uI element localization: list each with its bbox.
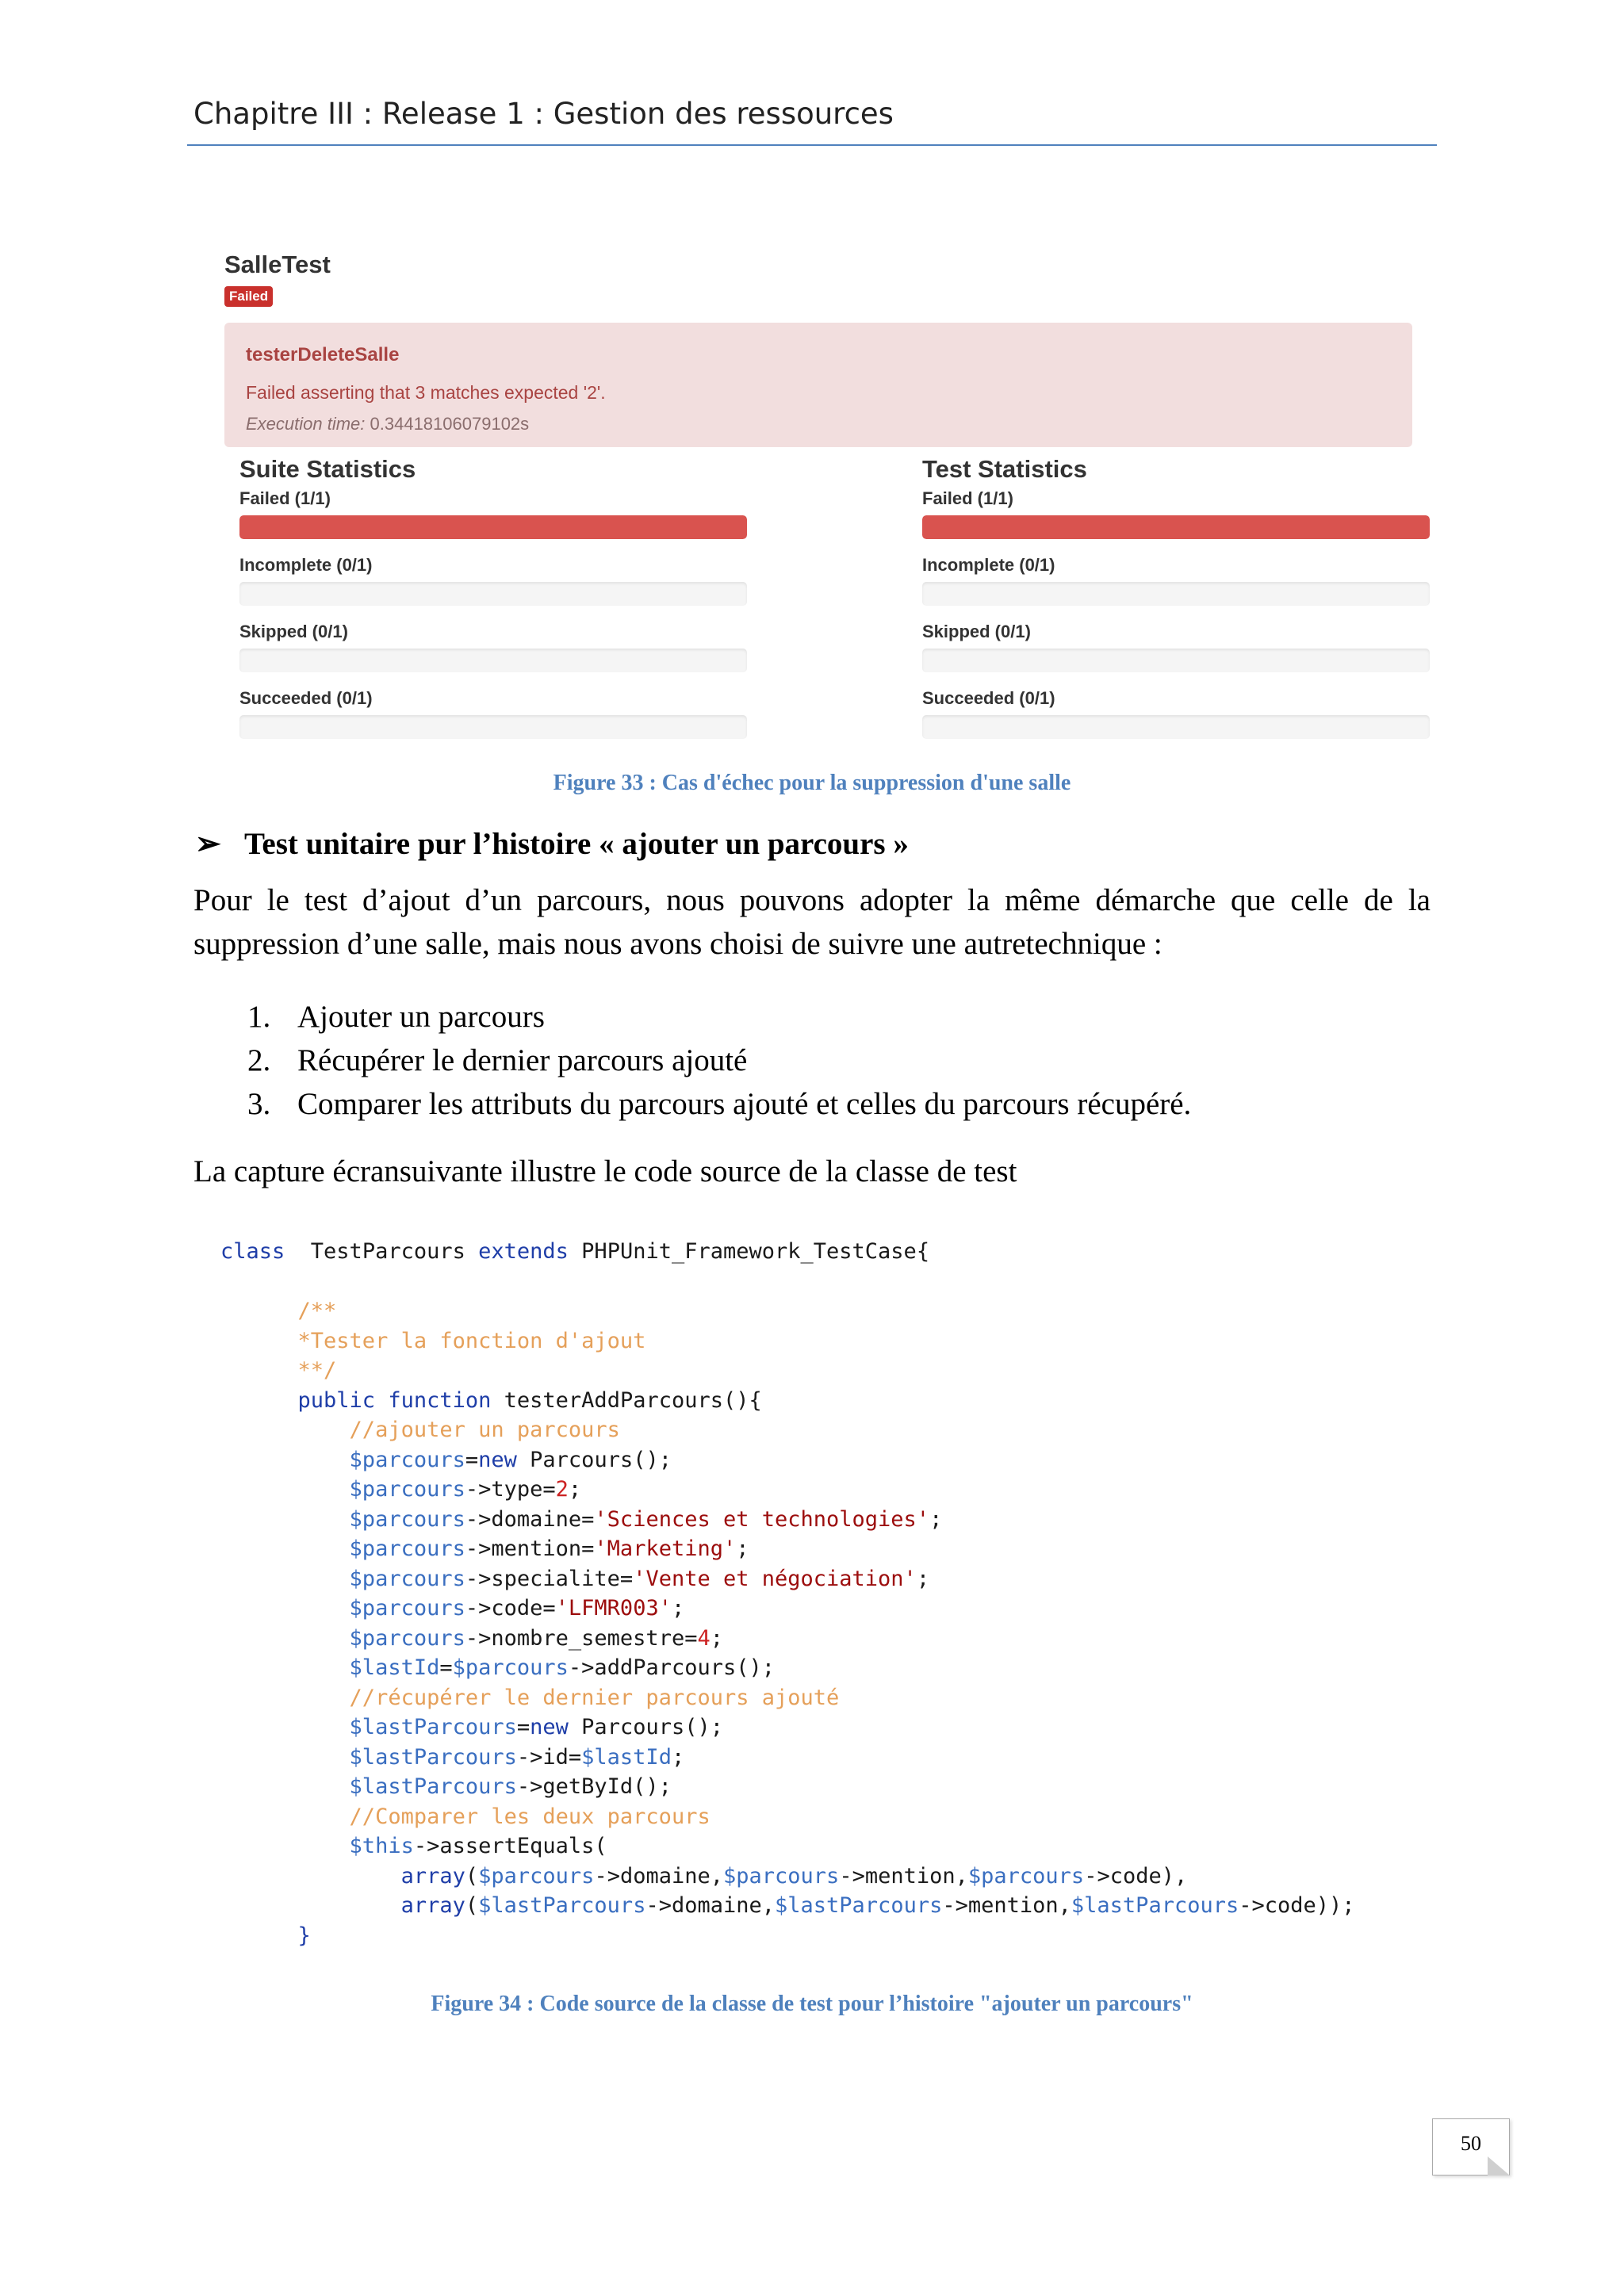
code-token: ( <box>465 1893 479 1918</box>
code-token: $lastParcours <box>478 1893 646 1918</box>
code-token: $parcours <box>220 1477 465 1502</box>
code-line <box>220 1864 1187 1888</box>
code-token: ->nombre_semestre= <box>465 1625 698 1651</box>
stat-label: Failed (1/1) <box>239 488 331 508</box>
code-token: $parcours <box>478 1863 595 1888</box>
list-item <box>247 1039 1191 1082</box>
section-heading-text: Test unitaire pur l’histoire « ajouter un parcours » <box>244 827 909 861</box>
code-token: $parcours <box>220 1566 465 1591</box>
code-line <box>220 1596 684 1621</box>
code-token: ->domaine, <box>645 1893 776 1918</box>
code-line <box>220 1536 749 1561</box>
code-line <box>220 1477 581 1502</box>
code-line <box>220 1923 311 1948</box>
code-token <box>375 1388 388 1413</box>
code-line <box>220 1329 645 1353</box>
progress-bar <box>239 515 747 539</box>
code-token: $parcours <box>220 1506 465 1532</box>
list-number: 3. <box>247 1087 271 1121</box>
code-token: $parcours <box>452 1655 569 1680</box>
code-token: = <box>465 1447 479 1472</box>
code-token: ->addParcours(); <box>568 1655 776 1680</box>
suite-title: SalleTest <box>224 251 331 278</box>
code-token: /** <box>220 1299 337 1323</box>
stat-label: Incomplete (0/1) <box>922 555 1055 575</box>
stat-row <box>239 622 747 683</box>
code-line <box>220 1448 672 1472</box>
stat-label: Skipped (0/1) <box>922 622 1031 641</box>
execution-time-label: Execution time: <box>246 414 366 434</box>
code-token: = <box>516 1715 530 1739</box>
code-line <box>220 1626 723 1651</box>
code-token: *Tester la fonction d'ajout <box>220 1328 646 1353</box>
code-token: 2 <box>555 1477 569 1502</box>
code-token: ->code), <box>1084 1863 1188 1888</box>
code-token: array <box>220 1863 465 1888</box>
suite-statistics-title: Suite Statistics <box>239 455 416 483</box>
code-token: $lastParcours <box>220 1744 517 1770</box>
code-token: TestParcours <box>285 1239 479 1264</box>
list-text: Ajouter un parcours <box>297 1000 545 1034</box>
stat-label: Succeeded (0/1) <box>239 688 373 708</box>
code-token: extends <box>478 1239 569 1264</box>
code-line <box>220 1774 672 1799</box>
code-listing <box>220 1237 1355 1950</box>
code-token: PHPUnit_Framework_TestCase{ <box>568 1239 930 1264</box>
code-token: $parcours <box>967 1863 1085 1888</box>
code-token: $lastParcours <box>1071 1893 1239 1918</box>
execution-time-value: 0.34418106079102s <box>365 414 530 434</box>
code-token: ; <box>916 1566 930 1591</box>
figure-33-caption: Figure 33 : Cas d'échec pour la suppression d'une salle <box>553 771 1071 795</box>
code-line <box>220 1686 839 1710</box>
code-token: ; <box>568 1477 582 1502</box>
code-token: ->code)); <box>1239 1893 1355 1918</box>
code-token: //récupérer le dernier parcours ajouté <box>220 1685 840 1710</box>
code-token: ->id= <box>516 1744 582 1770</box>
stat-row <box>239 688 747 750</box>
code-token: Parcours(); <box>516 1447 672 1472</box>
progress-bar <box>922 515 1430 539</box>
list-number: 2. <box>247 1043 271 1077</box>
steps-list <box>247 995 1191 1126</box>
paragraph: Pour le test d’ajout d’un parcours, nous pouvons adopter la même démarche que celle de la suppression d’une salle, mais nous avons choisi de suivre une autretechnique : <box>193 883 1431 961</box>
code-token: ->mention, <box>839 1863 968 1888</box>
paragraph: La capture écransuivante illustre le code source de la classe de test <box>193 1154 1017 1188</box>
execution-time <box>246 414 529 434</box>
code-token: ->domaine, <box>594 1863 723 1888</box>
list-item <box>247 995 1191 1039</box>
code-token: **/ <box>220 1358 337 1383</box>
code-token: $parcours <box>220 1447 465 1472</box>
code-line <box>220 1299 336 1323</box>
code-token: ( <box>465 1863 479 1888</box>
status-badge: Failed <box>224 286 273 307</box>
page-number: 50 <box>1461 2132 1481 2155</box>
progress-bar <box>239 582 747 606</box>
code-line <box>220 1893 1355 1918</box>
code-token: $parcours <box>220 1625 465 1651</box>
arrow-bullet-icon: ➢ <box>195 827 221 861</box>
page-curl-icon <box>1488 2156 1510 2175</box>
code-token: $parcours <box>220 1536 465 1561</box>
code-token: $lastId <box>220 1655 440 1680</box>
list-item <box>247 1082 1191 1126</box>
code-token: ->mention, <box>942 1893 1071 1918</box>
failed-test-name: testerDeleteSalle <box>246 344 400 365</box>
code-token: 'Vente et négociation' <box>633 1566 917 1591</box>
header-rule <box>187 144 1437 146</box>
code-token: $this <box>220 1834 414 1858</box>
code-token: class <box>220 1239 285 1264</box>
code-token: function <box>388 1387 492 1413</box>
stat-row <box>922 555 1430 617</box>
code-token: ; <box>671 1596 685 1621</box>
code-line <box>220 1418 620 1442</box>
progress-fill <box>922 515 1430 539</box>
code-token: ; <box>710 1625 723 1651</box>
stat-label: Skipped (0/1) <box>239 622 348 641</box>
code-token: //Comparer les deux parcours <box>220 1804 710 1829</box>
code-token: ->assertEquals( <box>413 1834 607 1858</box>
code-line <box>220 1834 607 1858</box>
code-token: $lastId <box>581 1744 672 1770</box>
code-token: ->mention= <box>465 1536 595 1561</box>
progress-bar <box>922 649 1430 672</box>
code-line <box>220 1715 723 1739</box>
failure-message: Failed asserting that 3 matches expected '2'. <box>246 382 606 403</box>
list-text: Récupérer le dernier parcours ajouté <box>297 1043 748 1077</box>
test-statistics <box>922 455 1430 750</box>
code-token: ->domaine= <box>465 1506 595 1532</box>
code-line <box>220 1567 929 1591</box>
code-token: } <box>220 1923 311 1948</box>
progress-bar <box>922 715 1430 739</box>
stat-row <box>239 488 747 550</box>
code-token: testerAddParcours(){ <box>491 1387 762 1413</box>
stat-label: Failed (1/1) <box>922 488 1013 508</box>
code-token: 4 <box>697 1625 710 1651</box>
code-token: ; <box>736 1536 749 1561</box>
code-token: ; <box>929 1506 943 1532</box>
list-text: Comparer les attributs du parcours ajouté et celles du parcours récupéré. <box>297 1087 1192 1121</box>
code-token: 'Sciences et technologies' <box>594 1506 930 1532</box>
code-token: ->getById(); <box>516 1774 672 1799</box>
stat-row <box>239 555 747 617</box>
progress-bar <box>239 649 747 672</box>
progress-fill <box>239 515 747 539</box>
suite-statistics <box>239 455 747 750</box>
code-line <box>220 1388 762 1413</box>
stat-row <box>922 622 1430 683</box>
code-token: 'LFMR003' <box>555 1596 672 1621</box>
code-token: array <box>220 1893 465 1918</box>
code-token: ->specialite= <box>465 1566 634 1591</box>
code-token: = <box>439 1655 453 1680</box>
code-token: $parcours <box>220 1596 465 1621</box>
code-line <box>220 1745 684 1770</box>
code-token: 'Marketing' <box>594 1536 737 1561</box>
code-token: //ajouter un parcours <box>220 1418 620 1442</box>
chapter-header: Chapitre III : Release 1 : Gestion des ressources <box>193 97 894 131</box>
code-line <box>220 1358 336 1383</box>
code-line <box>220 1804 710 1829</box>
code-token: Parcours(); <box>568 1715 723 1739</box>
code-token: public <box>220 1387 376 1413</box>
code-token: $parcours <box>723 1863 840 1888</box>
code-token: new <box>478 1447 517 1472</box>
test-statistics-title: Test Statistics <box>922 455 1087 483</box>
code-token: ; <box>671 1744 685 1770</box>
figure-34-caption: Figure 34 : Code source de la classe de test pour l’histoire "ajouter un parcours" <box>431 1992 1193 2016</box>
code-token: $lastParcours <box>775 1893 943 1918</box>
stat-label: Succeeded (0/1) <box>922 688 1055 708</box>
code-token: $lastParcours <box>220 1715 517 1739</box>
progress-bar <box>922 582 1430 606</box>
stat-label: Incomplete (0/1) <box>239 555 373 575</box>
section-heading <box>195 826 909 862</box>
list-number: 1. <box>247 1000 271 1034</box>
page-number-box <box>1432 2118 1510 2175</box>
code-line <box>220 1507 942 1532</box>
progress-bar <box>239 715 747 739</box>
stat-row <box>922 688 1430 750</box>
stat-row <box>922 488 1430 550</box>
code-line <box>220 1239 929 1264</box>
code-token: ->code= <box>465 1596 556 1621</box>
code-token: ->type= <box>465 1477 556 1502</box>
code-token: new <box>530 1715 569 1739</box>
code-token: $lastParcours <box>220 1774 517 1799</box>
code-line <box>220 1655 775 1680</box>
